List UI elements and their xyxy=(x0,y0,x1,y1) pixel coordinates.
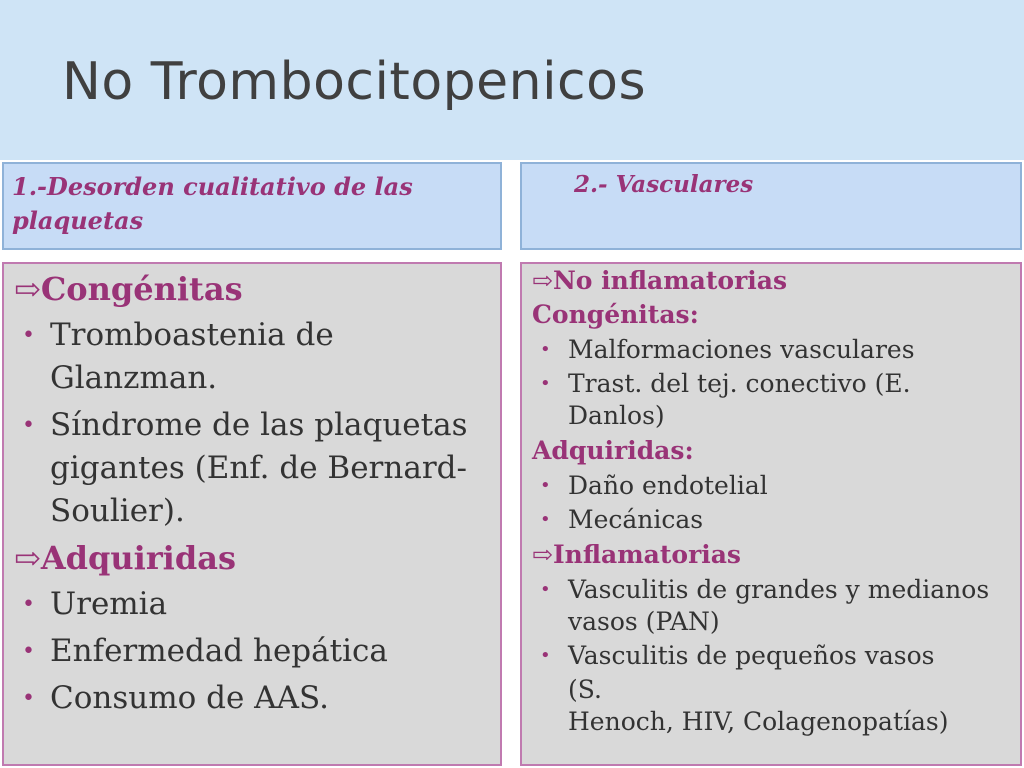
list-item: • Vasculitis de grandes y medianos vasos (PAN) xyxy=(540,575,990,636)
bullet-icon: • xyxy=(540,579,551,600)
list-item: • Mecánicas xyxy=(540,505,704,534)
list-item: • Tromboastenia de Glanzman. xyxy=(14,314,490,400)
section-heading-adquiridas: ⇨Adquiridas xyxy=(14,539,236,577)
arrow-right-icon: ⇨ xyxy=(14,539,41,577)
bullet-icon: • xyxy=(22,592,35,617)
bullet-icon: • xyxy=(22,639,35,664)
list-item: • Malformaciones vasculares xyxy=(540,335,915,364)
bullet-icon: • xyxy=(540,645,551,666)
list-item: • Daño endotelial xyxy=(540,471,768,500)
adquiridas-list xyxy=(14,583,490,720)
list-item: • Uremia xyxy=(14,583,490,626)
section-heading-no-inflamatorias: ⇨No inflamatorias xyxy=(532,266,788,295)
inflamatorias-list xyxy=(532,574,1014,738)
subheading-adquiridas: Adquiridas: xyxy=(532,436,694,465)
section-heading-inflamatorias: ⇨Inflamatorias xyxy=(532,540,742,569)
right-panel xyxy=(520,262,1022,766)
left-column-header: 1.-Desorden cualitativo de las plaquetas xyxy=(2,162,502,250)
list-item: • Trast. del tej. conectivo (E. Danlos) xyxy=(540,369,911,430)
bullet-icon: • xyxy=(540,373,551,394)
bullet-icon: • xyxy=(22,413,35,438)
subheading-congenitas: Congénitas: xyxy=(532,300,699,329)
bullet-icon: • xyxy=(540,475,551,496)
left-panel xyxy=(2,262,502,766)
vascular-adquiridas-list xyxy=(532,470,1014,536)
right-column-header: 2.- Vasculares xyxy=(520,162,1022,250)
list-item: • Vasculitis de pequeños vasos xyxy=(540,641,935,670)
bullet-icon: • xyxy=(540,339,551,360)
list-item: • Síndrome de las plaquetas gigantes (Enf. de Bernard-Soulier). xyxy=(14,404,490,533)
list-item: • Enfermedad hepática xyxy=(14,630,490,673)
list-item: • Consumo de AAS. xyxy=(14,677,490,720)
vascular-congenitas-list xyxy=(532,334,1014,432)
bullet-icon: • xyxy=(540,509,551,530)
arrow-right-icon: ⇨ xyxy=(14,270,41,308)
section-heading-congenitas: ⇨Congénitas xyxy=(14,270,243,308)
list-item-note: (S. Henoch, HIV, Colagenopatías) xyxy=(568,675,949,736)
bullet-icon: • xyxy=(22,323,35,348)
slide-title: No Trombocitopenicos xyxy=(62,52,647,112)
bullet-icon: • xyxy=(22,686,35,711)
congenitas-list xyxy=(14,314,490,533)
